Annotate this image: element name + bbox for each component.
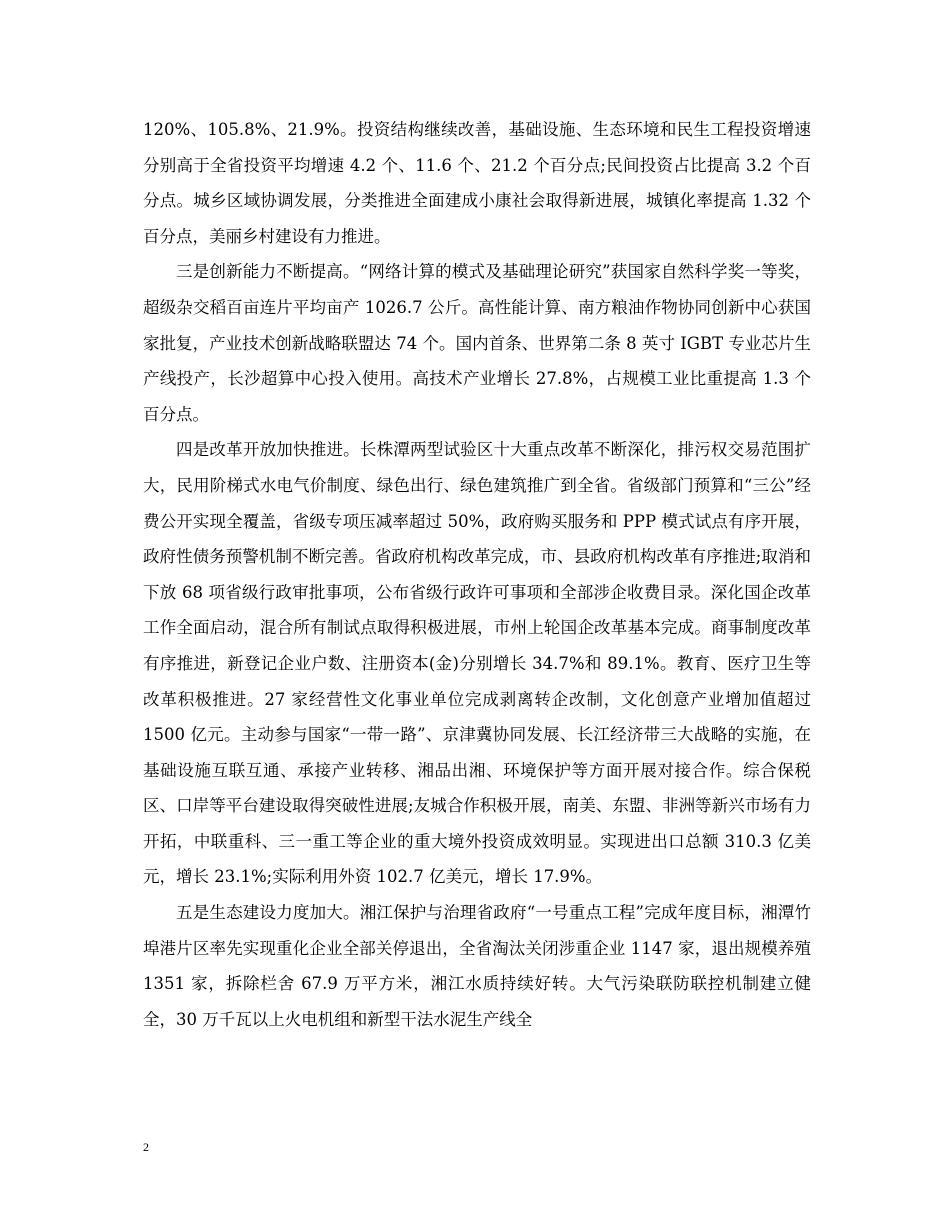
paragraph-2: 三是创新能力不断提高。“网络计算的模式及基础理论研究”获国家自然科学奖一等奖，超级杂交稻百亩连片平均亩产 1026.7 公斤。高性能计算、南方粮油作物协同创新中心获国家批复，产业技术创新战略联盟达 74 个。国内首条、世界第二条 8 英寸 IGBT 专业芯片生产线投产，长沙超算中心投入使用。高技术产业增长 27.8%，占规模工业比重提高 1.3 个百分点。 xyxy=(143,262,811,424)
page-number: 2 xyxy=(143,1140,149,1154)
paragraph-3: 四是改革开放加快推进。长株潭两型试验区十大重点改革不断深化，排污权交易范围扩大，民用阶梯式水电气价制度、绿色出行、绿色建筑推广到全省。省级部门预算和“三公”经费公开实现全覆盖，省级专项压减率超过 50%，政府购买服务和 PPP 模式试点有序开展，政府性债务预警机制不断完善。省政府机构改革完成，市、县政府机构改革有序推进;取消和下放 68 项省级行政审批事项，公布省级行政许可事项和全部涉企收费目录。深化国企改革工作全面启动，混合所有制试点取得积极进展，市州上轮国企改革基本完成。商事制度改革有序推进，新登记企业户数、注册资本(金)分别增长 34.7%和 89.1%。教育、医疗卫生等改革积极推进。27 家经营性文化事业单位完成剥离转企改制，文化创意产业增加值超过 1500 亿元。主动参与国家“一带一路”、京津冀协同发展、长江经济带三大战略的实施，在基础设施互联互通、承接产业转移、湘品出湘、环境保护等方面开展对接合作。综合保税区、口岸等平台建设取得突破性进展;友城合作积极开展，南美、东盟、非洲等新兴市场有力开拓，中联重科、三一重工等企业的重大境外投资成效明显。实现进出口总额 310.3 亿美元，增长 23.1%;实际利用外资 102.7 亿美元，增长 17.9%。 xyxy=(143,440,811,887)
body-text xyxy=(143,112,811,1037)
paragraph-1: 120%、105.8%、21.9%。投资结构继续改善，基础设施、生态环境和民生工程投资增速分别高于全省投资平均增速 4.2 个、11.6 个、21.2 个百分点;民间投资占比提高 3.2 个百分点。城乡区域协调发展，分类推进全面建成小康社会取得新进展，城镇化率提高 1.32 个百分点，美丽乡村建设有力推进。 xyxy=(143,120,811,246)
paragraph-4: 五是生态建设力度加大。湘江保护与治理省政府“一号重点工程”完成年度目标，湘潭竹埠港片区率先实现重化企业全部关停退出，全省淘汰关闭涉重企业 1147 家，退出规模养殖 1351 家，拆除栏舍 67.9 万平方米，湘江水质持续好转。大气污染联防联控机制建立健全，30 万千瓦以上火电机组和新型干法水泥生产线全 xyxy=(143,903,811,1029)
